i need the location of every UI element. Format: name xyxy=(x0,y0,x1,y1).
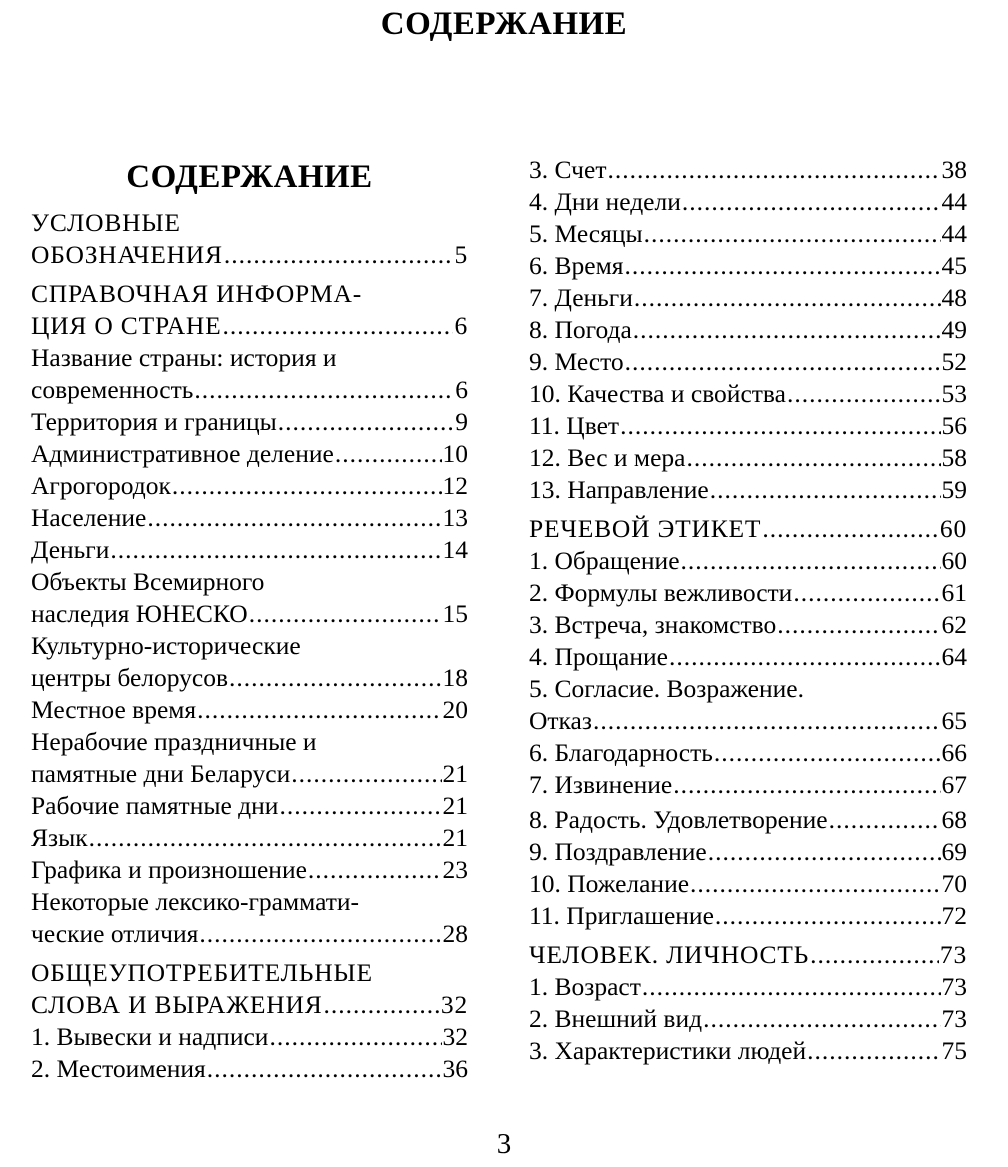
toc-page-number: 9 xyxy=(455,407,468,436)
toc-page-number: 21 xyxy=(442,759,468,788)
toc-entry xyxy=(529,900,967,932)
toc-entry xyxy=(529,186,967,218)
toc-entry-line xyxy=(31,989,468,1021)
toc-entry xyxy=(529,442,967,474)
toc-dot-leader xyxy=(633,314,941,346)
toc-entry-line xyxy=(31,1021,468,1053)
toc-entry-title: Язык xyxy=(31,823,88,852)
toc-page-number: 18 xyxy=(442,663,468,692)
toc-entry xyxy=(31,438,468,470)
toc-dot-leader xyxy=(642,971,941,1003)
toc-entry-title-line: Нерабочие праздничные и xyxy=(31,727,317,756)
toc-entry-line xyxy=(31,374,468,406)
toc-entry-title: 11. Цвет xyxy=(529,411,620,440)
toc-entry-title-line: Название страны: история и xyxy=(31,343,337,372)
toc-page-number: 6 xyxy=(454,311,468,340)
toc-entry-line xyxy=(31,822,468,854)
toc-dot-leader xyxy=(224,239,454,271)
toc-entry-title: 7. Извинение xyxy=(529,770,673,799)
toc-entry xyxy=(529,314,967,346)
toc-page-number: 36 xyxy=(442,1054,468,1083)
toc-page-number: 73 xyxy=(939,940,967,969)
toc-entry-title: Административное деление xyxy=(31,439,334,468)
toc-dot-leader xyxy=(269,1021,441,1053)
toc-entry-title: Местное время xyxy=(31,695,197,724)
toc-page-number: 53 xyxy=(941,379,967,408)
toc-entry-line xyxy=(529,577,967,609)
toc-entry xyxy=(529,609,967,641)
toc-entry-line xyxy=(529,186,967,218)
toc-page-number: 49 xyxy=(941,315,967,344)
toc-page-number: 21 xyxy=(442,791,468,820)
toc-entry xyxy=(529,737,967,769)
toc-page-number: 64 xyxy=(941,642,967,671)
toc-page-number: 20 xyxy=(442,695,468,724)
toc-entry xyxy=(31,1021,468,1053)
toc-entry-title: наследия ЮНЕСКО xyxy=(31,599,248,628)
toc-page-number: 52 xyxy=(941,347,967,376)
toc-entry xyxy=(529,577,967,609)
toc-page-number: 44 xyxy=(941,187,967,216)
toc-entry-title: 4. Дни недели xyxy=(529,187,681,216)
toc-dot-leader xyxy=(829,804,941,836)
toc-right-entries xyxy=(529,154,967,1067)
toc-dot-leader xyxy=(681,545,941,577)
toc-dot-leader xyxy=(810,939,939,971)
toc-dot-leader xyxy=(308,854,442,886)
toc-left-entries xyxy=(31,207,468,1085)
toc-section-entry xyxy=(31,207,468,271)
toc-dot-leader xyxy=(324,989,440,1021)
toc-page-number: 60 xyxy=(941,546,967,575)
toc-entry-line xyxy=(529,513,967,545)
toc-entry-line xyxy=(31,239,468,271)
toc-entry-line xyxy=(31,854,468,886)
toc-page-number: 6 xyxy=(455,375,468,404)
toc-page-number: 15 xyxy=(442,599,468,628)
toc-entry xyxy=(529,474,967,506)
toc-dot-leader xyxy=(807,1035,940,1067)
toc-entry-title-line: УСЛОВНЫЕ xyxy=(31,208,181,237)
toc-entry-line xyxy=(529,154,967,186)
toc-entry-line xyxy=(529,218,967,250)
toc-dot-leader xyxy=(624,250,940,282)
toc-entry xyxy=(31,1053,468,1085)
toc-entry-title: 6. Благодарность xyxy=(529,738,713,767)
toc-entry-line xyxy=(529,609,967,641)
toc-entry xyxy=(529,1035,967,1067)
toc-entry xyxy=(31,406,468,438)
toc-dot-leader xyxy=(777,609,940,641)
toc-entry xyxy=(529,1003,967,1035)
toc-entry xyxy=(31,790,468,822)
toc-dot-leader xyxy=(787,378,941,410)
toc-entry-title: Рабочие памятные дни xyxy=(31,791,279,820)
toc-entry-line xyxy=(529,939,967,971)
toc-entry-line xyxy=(529,1035,967,1067)
toc-page-number: 44 xyxy=(941,219,967,248)
toc-entry-title: 12. Вес и мера xyxy=(529,443,686,472)
toc-page-number: 45 xyxy=(941,251,967,280)
toc-entry-title: 6. Время xyxy=(529,251,624,280)
toc-page-number: 67 xyxy=(941,770,967,799)
toc-page-number: 32 xyxy=(442,1022,468,1051)
toc-entry-line xyxy=(529,971,967,1003)
toc-page-number: 28 xyxy=(442,919,468,948)
toc-page-number: 72 xyxy=(941,901,967,930)
toc-entry-title: 13. Направление xyxy=(529,475,709,504)
toc-dot-leader xyxy=(634,282,941,314)
toc-entry xyxy=(31,822,468,854)
page-header-title: СОДЕРЖАНИЕ xyxy=(380,6,628,42)
toc-page-number: 69 xyxy=(941,837,967,866)
toc-page-number: 56 xyxy=(941,411,967,440)
toc-entry xyxy=(529,868,967,900)
toc-entry-title-line: СПРАВОЧНАЯ ИНФОРМА- xyxy=(31,279,362,308)
toc-title: СОДЕРЖАНИЕ xyxy=(126,159,373,195)
toc-page-number: 59 xyxy=(941,475,967,504)
toc-entry-title: РЕЧЕВОЙ ЭТИКЕТ xyxy=(529,514,762,543)
toc-dot-leader xyxy=(762,513,939,545)
toc-entry-title: 8. Погода xyxy=(529,315,632,344)
toc-dot-leader xyxy=(199,918,441,950)
toc-entry-title: 3. Встреча, знакомство xyxy=(529,610,777,639)
toc-entry xyxy=(31,342,468,406)
toc-dot-leader xyxy=(229,662,441,694)
toc-entry-title: 1. Обращение xyxy=(529,546,680,575)
toc-page-number: 21 xyxy=(442,823,468,852)
toc-entry-title: 7. Деньги xyxy=(529,283,633,312)
toc-entry xyxy=(31,534,468,566)
toc-entry-title: 2. Формулы вежливости xyxy=(529,578,793,607)
toc-entry-line xyxy=(31,598,468,630)
toc-entry-line xyxy=(31,438,468,470)
toc-page-number: 58 xyxy=(941,443,967,472)
toc-page-number: 65 xyxy=(941,706,967,735)
toc-left-column xyxy=(31,154,468,1085)
toc-entry-line xyxy=(529,282,967,314)
toc-entry-title: 11. Приглашение xyxy=(529,901,714,930)
toc-entry-line xyxy=(31,470,468,502)
toc-entry-title: ческие отличия xyxy=(31,919,199,948)
toc-dot-leader xyxy=(593,705,941,737)
toc-entry-title: 2. Внешний вид xyxy=(529,1004,703,1033)
toc-page-number: 73 xyxy=(941,1004,967,1033)
toc-dot-leader xyxy=(147,502,441,534)
toc-entry-line xyxy=(529,474,967,506)
toc-entry-line xyxy=(31,758,468,790)
toc-entry-title: Деньги xyxy=(31,535,110,564)
toc-entry-title: 4. Прощание xyxy=(529,642,668,671)
toc-entry-line xyxy=(529,769,967,801)
toc-page-number: 48 xyxy=(941,283,967,312)
toc-dot-leader xyxy=(279,790,441,822)
toc-page-number: 10 xyxy=(442,439,468,468)
toc-entry-line xyxy=(529,868,967,900)
toc-page-number: 38 xyxy=(941,155,967,184)
toc-entry-title: ОБОЗНАЧЕНИЯ xyxy=(31,240,223,269)
toc-dot-leader xyxy=(708,836,941,868)
toc-dot-leader xyxy=(644,218,941,250)
toc-entry xyxy=(529,804,967,836)
toc-dot-leader xyxy=(278,406,455,438)
toc-entry-title: 2. Местоимения xyxy=(31,1054,206,1083)
toc-entry-title: 9. Место xyxy=(529,347,624,376)
toc-entry-title: памятные дни Беларуси xyxy=(31,759,291,788)
toc-right-column xyxy=(529,154,967,1067)
toc-entry xyxy=(529,218,967,250)
toc-entry xyxy=(31,694,468,726)
toc-dot-leader xyxy=(89,822,442,854)
toc-entry-line xyxy=(529,378,967,410)
toc-dot-leader xyxy=(110,534,441,566)
toc-entry xyxy=(529,154,967,186)
toc-entry-line xyxy=(529,641,967,673)
toc-entry-title-line: Культурно-исторические xyxy=(31,631,301,660)
toc-page-number: 23 xyxy=(442,855,468,884)
toc-entry-title-line: 5. Согласие. Возражение. xyxy=(529,674,804,703)
toc-entry xyxy=(529,410,967,442)
page-number: 3 xyxy=(496,1128,512,1160)
toc-page-number: 13 xyxy=(442,503,468,532)
toc-entry-title: Агрогородок xyxy=(31,471,171,500)
toc-entry-title-line: ОБЩЕУПОТРЕБИТЕЛЬНЫЕ xyxy=(31,958,373,987)
toc-dot-leader xyxy=(172,470,442,502)
toc-entry xyxy=(529,378,967,410)
toc-entry-line xyxy=(31,662,468,694)
toc-entry-title: ЧЕЛОВЕК. ЛИЧНОСТЬ xyxy=(529,940,810,969)
toc-entry-line xyxy=(529,314,967,346)
toc-entry-title: 3. Счет xyxy=(529,155,607,184)
toc-section-entry xyxy=(529,939,967,971)
toc-page-number: 73 xyxy=(941,972,967,1001)
toc-page-number: 14 xyxy=(442,535,468,564)
toc-entry-title: Население xyxy=(31,503,147,532)
toc-page-number: 70 xyxy=(941,869,967,898)
toc-entry xyxy=(529,836,967,868)
toc-entry-title: Территория и границы xyxy=(31,407,277,436)
toc-dot-leader xyxy=(690,868,940,900)
toc-dot-leader xyxy=(249,598,442,630)
toc-page-number: 62 xyxy=(941,610,967,639)
toc-section-entry xyxy=(529,513,967,545)
toc-entry-title: 1. Вывески и надписи xyxy=(31,1022,269,1051)
toc-entry xyxy=(31,726,468,790)
toc-entry-title: 9. Поздравление xyxy=(529,837,707,866)
toc-section-entry xyxy=(31,278,468,342)
toc-entry xyxy=(529,282,967,314)
toc-entry-title: ЦИЯ О СТРАНЕ xyxy=(31,311,222,340)
toc-page-number: 68 xyxy=(941,805,967,834)
toc-dot-leader xyxy=(715,900,941,932)
toc-entry xyxy=(529,641,967,673)
toc-entry xyxy=(31,854,468,886)
toc-dot-leader xyxy=(714,737,941,769)
toc-entry-title-line: Некоторые лексико-граммати- xyxy=(31,887,360,916)
toc-entry-title: 3. Характеристики людей xyxy=(529,1036,807,1065)
toc-entry-title: 10. Качества и свойства xyxy=(529,379,786,408)
toc-dot-leader xyxy=(197,694,441,726)
toc-entry-line xyxy=(31,310,468,342)
toc-entry-line xyxy=(529,836,967,868)
toc-dot-leader xyxy=(335,438,442,470)
toc-entry xyxy=(529,250,967,282)
toc-page-number: 32 xyxy=(440,990,468,1019)
toc-entry-line xyxy=(529,442,967,474)
toc-dot-leader xyxy=(669,641,941,673)
toc-entry xyxy=(31,630,468,694)
toc-entry xyxy=(31,502,468,534)
toc-entry xyxy=(529,673,967,737)
toc-entry-line xyxy=(529,346,967,378)
toc-entry-title: 10. Пожелание xyxy=(529,869,690,898)
toc-dot-leader xyxy=(607,154,940,186)
toc-entry-line xyxy=(31,790,468,822)
toc-dot-leader xyxy=(207,1053,442,1085)
toc-dot-leader xyxy=(682,186,941,218)
toc-dot-leader xyxy=(793,577,940,609)
toc-entry-line xyxy=(31,694,468,726)
toc-entry xyxy=(529,971,967,1003)
toc-entry-line xyxy=(31,502,468,534)
toc-dot-leader xyxy=(703,1003,940,1035)
toc-page-number: 12 xyxy=(442,471,468,500)
toc-entry-line xyxy=(529,1003,967,1035)
toc-entry-title: Графика и произношение xyxy=(31,855,307,884)
toc-page-number: 75 xyxy=(941,1036,967,1065)
toc-entry-line xyxy=(529,705,967,737)
toc-entry xyxy=(529,769,967,801)
toc-entry-title-line: Объекты Всемирного xyxy=(31,567,265,596)
toc-entry xyxy=(31,470,468,502)
toc-entry xyxy=(529,545,967,577)
toc-page-number: 61 xyxy=(941,578,967,607)
toc-entry-line xyxy=(31,918,468,950)
toc-dot-leader xyxy=(223,310,454,342)
toc-entry-line xyxy=(529,250,967,282)
toc-page-number: 60 xyxy=(939,514,967,543)
toc-entry xyxy=(31,886,468,950)
toc-page-number: 66 xyxy=(941,738,967,767)
toc-entry-line xyxy=(529,900,967,932)
toc-entry-title: СЛОВА И ВЫРАЖЕНИЯ xyxy=(31,990,323,1019)
toc-entry-line xyxy=(31,534,468,566)
toc-page-number: 5 xyxy=(454,240,468,269)
toc-entry-line xyxy=(31,406,468,438)
toc-entry-title: 8. Радость. Удовлетворение xyxy=(529,805,828,834)
toc-dot-leader xyxy=(673,769,940,801)
toc-dot-leader xyxy=(710,474,941,506)
toc-entry-title: современность xyxy=(31,375,194,404)
toc-entry xyxy=(31,566,468,630)
toc-entry-title: Отказ xyxy=(529,706,592,735)
toc-entry-title: центры белорусов xyxy=(31,663,229,692)
toc-dot-leader xyxy=(194,374,454,406)
toc-dot-leader xyxy=(291,758,441,790)
toc-dot-leader xyxy=(620,410,940,442)
toc-dot-leader xyxy=(625,346,941,378)
toc-entry-line xyxy=(529,545,967,577)
toc-entry-line xyxy=(31,1053,468,1085)
toc-entry-line xyxy=(529,410,967,442)
toc-entry-line xyxy=(529,737,967,769)
toc-entry-line xyxy=(529,804,967,836)
toc-section-entry xyxy=(31,957,468,1021)
toc-entry-title: 5. Месяцы xyxy=(529,219,643,248)
toc-entry-title: 1. Возраст xyxy=(529,972,641,1001)
toc-entry xyxy=(529,346,967,378)
toc-dot-leader xyxy=(686,442,940,474)
